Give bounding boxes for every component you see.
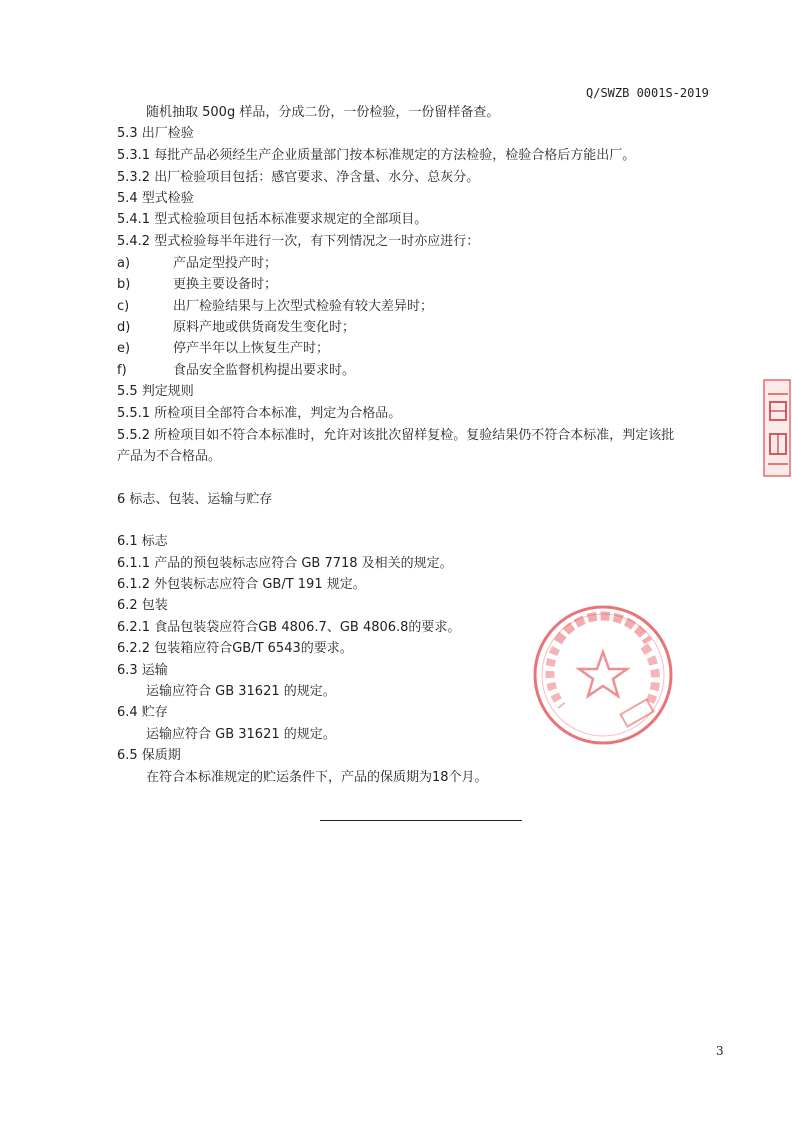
clause-5-3-2: 5.3.2 出厂检验项目包括：感官要求、净含量、水分、总灰分。 bbox=[117, 170, 480, 185]
section-6-2-heading: 6.2 包装 bbox=[117, 598, 168, 613]
clause-5-4-1: 5.4.1 型式检验项目包括本标准要求规定的全部项目。 bbox=[117, 212, 428, 227]
doc-code: Q/SWZB 0001S-2019 bbox=[586, 86, 709, 100]
section-6-5-heading: 6.5 保质期 bbox=[117, 748, 181, 763]
condition-text: 原料产地或供货商发生变化时； bbox=[173, 320, 356, 335]
page-number: 3 bbox=[716, 1044, 724, 1058]
clause-5-5-1: 5.5.1 所检项目全部符合本标准，判定为合格品。 bbox=[117, 406, 402, 421]
condition-mark: b) bbox=[117, 277, 131, 292]
edge-seal-icon bbox=[762, 378, 792, 478]
condition-mark: a) bbox=[117, 256, 131, 271]
sampling-text: 随机抽取 500g 样品，分成二份，一份检验，一份留样备查。 bbox=[146, 105, 500, 120]
condition-mark: f) bbox=[117, 363, 127, 378]
section-5-3-heading: 5.3 出厂检验 bbox=[117, 126, 194, 141]
condition-mark: e) bbox=[117, 341, 131, 356]
clause-5-5-2-continued: 产品为不合格品。 bbox=[117, 449, 222, 464]
clause-6-2-2: 6.2.2 包装箱应符合GB/T 6543的要求。 bbox=[117, 641, 353, 656]
section-6-1-heading: 6.1 标志 bbox=[117, 534, 168, 549]
condition-text: 更换主要设备时； bbox=[173, 277, 278, 292]
condition-text: 食品安全监督机构提出要求时。 bbox=[173, 363, 356, 378]
section-6-3-heading: 6.3 运输 bbox=[117, 663, 168, 678]
clause-5-5-2: 5.5.2 所检项目如不符合本标准时，允许对该批次留样复检。复验结果仍不符合本标准，判定该批 bbox=[117, 428, 675, 443]
company-seal-icon bbox=[530, 602, 676, 748]
clause-6-1-2: 6.1.2 外包装标志应符合 GB/T 191 规定。 bbox=[117, 577, 366, 592]
clause-5-3-1: 5.3.1 每批产品必须经生产企业质量部门按本标准规定的方法检验，检验合格后方能出厂。 bbox=[117, 148, 636, 163]
end-rule bbox=[320, 820, 522, 821]
condition-text: 产品定型投产时； bbox=[173, 256, 278, 271]
section-5-5-heading: 5.5 判定规则 bbox=[117, 384, 194, 399]
condition-text: 出厂检验结果与上次型式检验有较大差异时； bbox=[173, 299, 434, 314]
section-5-4-heading: 5.4 型式检验 bbox=[117, 191, 194, 206]
clause-6-1-1: 6.1.1 产品的预包装标志应符合 GB 7718 及相关的规定。 bbox=[117, 556, 453, 571]
clause-5-4-2: 5.4.2 型式检验每半年进行一次，有下列情况之一时亦应进行： bbox=[117, 234, 480, 249]
condition-mark: c) bbox=[117, 299, 130, 314]
section-6-4-heading: 6.4 贮存 bbox=[117, 705, 168, 720]
condition-mark: d) bbox=[117, 320, 131, 335]
condition-text: 停产半年以上恢复生产时； bbox=[173, 341, 330, 356]
clause-6-4-text: 运输应符合 GB 31621 的规定。 bbox=[146, 727, 336, 742]
clause-6-3-text: 运输应符合 GB 31621 的规定。 bbox=[146, 684, 336, 699]
clause-6-2-1: 6.2.1 食品包装袋应符合GB 4806.7、GB 4806.8的要求。 bbox=[117, 620, 461, 635]
chapter-6-heading: 6 标志、包装、运输与贮存 bbox=[117, 492, 273, 507]
clause-6-5-text: 在符合本标准规定的贮运条件下，产品的保质期为18个月。 bbox=[146, 770, 488, 785]
